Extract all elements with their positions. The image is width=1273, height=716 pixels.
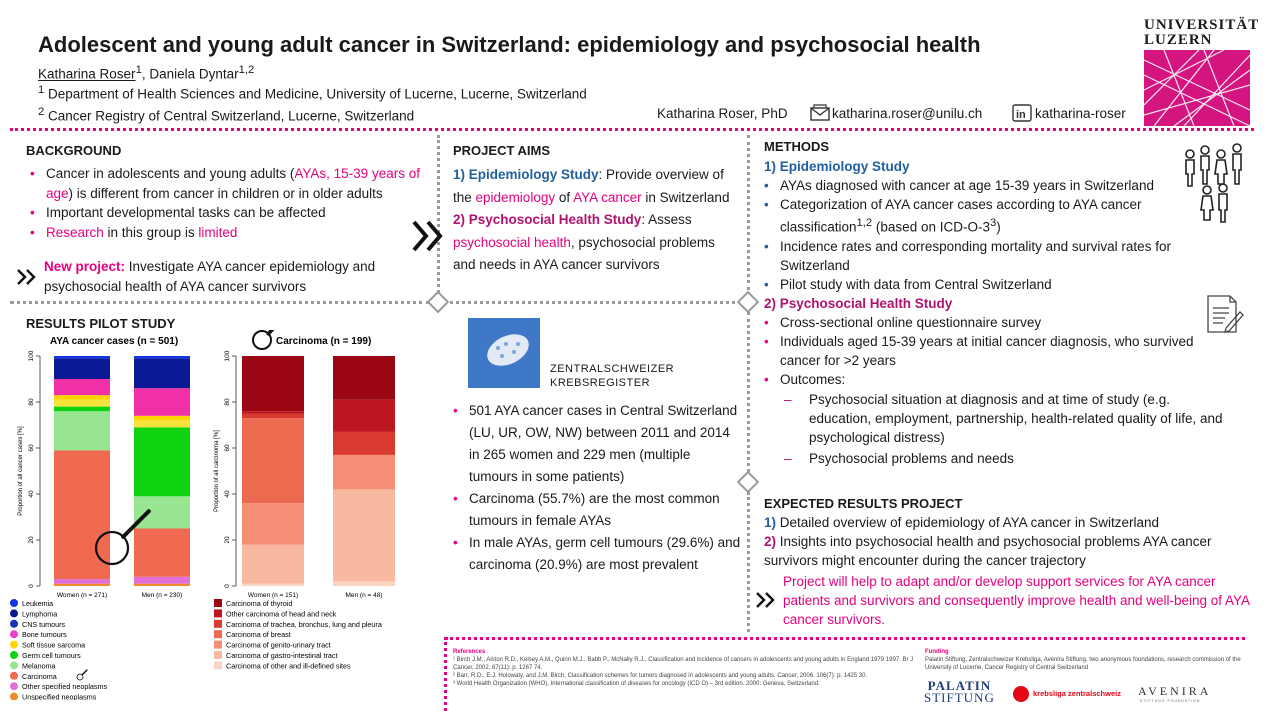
methods-item: • Categorization of AYA cancer cases according to AYA cancer classification$^{1,2}$ (based on ICD-$O-3^3$) xyxy=(764,195,1180,237)
bar-segment xyxy=(134,529,190,577)
aim-1: 1) Epidemiology Study: Provide overview of the epidemiology of AYA cancer in Switzerland xyxy=(453,167,730,205)
bar-segment xyxy=(134,358,190,388)
authors: Katharina Roser$^1$, Daniela Dyntar$^{1,2}$ xyxy=(38,64,255,82)
y-tick-label: 0 xyxy=(224,584,231,588)
bar-segment xyxy=(54,356,110,358)
footer-divider-vertical xyxy=(444,637,447,711)
bar-segment xyxy=(54,395,110,400)
bar-segment xyxy=(333,581,395,586)
aims-heading: PROJECT AIMS xyxy=(453,143,551,158)
legend-label: Other specified neoplasms xyxy=(22,682,108,692)
reference-item: ¹ Birch J.M., Alston R.D., Kelsey A.M., Quinn M.J., Babb P., McNally R.J., Classification and incidence of cancers in adolescents and young adults in England 1979 1997. Br J Cancer, 2002. 87(11): p. 1267 74. xyxy=(453,657,914,671)
double-chevron-icon xyxy=(755,591,777,614)
legend-label: CNS tumours xyxy=(22,619,66,629)
reference-item: ² Barr, R.D., E.J. Holowaty, and J.M. Birch, Classification schemes for tumors diagnosed in adolescents and young adults. Cancer, 2006. 106(7): p. 1425 30. xyxy=(453,673,868,679)
outcome-item: – Psychosocial situation at diagnosis and at time of study (e.g. education, employment, partnership, health-related quality of life, and psychological distress) xyxy=(764,390,1229,447)
footer-divider xyxy=(445,637,1245,640)
methods-study-2-label: 2) Psychosocial Health Study xyxy=(764,295,953,311)
contact-email[interactable]: katharina.roser@unilu.ch xyxy=(832,106,983,121)
legend-label: Other carcinoma of head and neck xyxy=(226,609,337,619)
background-bullet: • Cancer in adolescents and young adults (AYAs, 15-39 years of age) is different from cancer in children or in older adults xyxy=(30,164,426,203)
legend-swatch xyxy=(214,651,222,659)
background-section xyxy=(18,164,426,242)
results-charts xyxy=(0,330,440,705)
contact-name: Katharina Roser, PhD xyxy=(657,106,788,121)
y-tick-label: 60 xyxy=(224,444,231,452)
bar-segment xyxy=(134,584,190,586)
krebsliga-logo: krebsliga zentralschweiz xyxy=(1033,689,1121,698)
university-logo: UNIVERSITÄT LUZERN xyxy=(1144,18,1250,126)
y-tick-label: 20 xyxy=(224,536,231,544)
legend-swatch xyxy=(214,599,222,607)
methods-item: • Individuals aged 15-39 years at initial cancer diagnosis, who survived cancer for >2 years xyxy=(764,332,1230,370)
legend-swatch xyxy=(10,682,18,690)
y-tick-label: 100 xyxy=(28,350,35,362)
registry-logo-mark xyxy=(468,318,540,388)
aim-2: 2) Psychosocial Health Study: Assess psychosocial health, psychosocial problems and needs in AYA cancer survivors xyxy=(453,212,715,272)
divider-diamond xyxy=(737,291,760,314)
legend-swatch xyxy=(214,620,222,628)
y-tick-label: 40 xyxy=(28,490,35,498)
bar-segment xyxy=(54,400,110,407)
affiliation-2: $^2$ Cancer Registry of Central Switzerland, Lucerne, Switzerland xyxy=(38,106,415,124)
avenira-logo: AVENIRA xyxy=(1138,684,1212,698)
methods-item: • Outcomes: xyxy=(764,370,1244,389)
linkedin-icon xyxy=(1012,104,1032,127)
double-chevron-icon xyxy=(16,268,38,291)
results-text xyxy=(441,400,741,576)
legend-swatch xyxy=(10,599,18,607)
legend-swatch xyxy=(10,661,18,669)
bar-segment xyxy=(242,414,304,419)
bar-segment xyxy=(333,432,395,455)
y-tick-label: 40 xyxy=(224,490,231,498)
legend-swatch xyxy=(10,609,18,617)
methods-study-1-label: 1) Epidemiology Study xyxy=(764,159,910,174)
y-tick-label: 20 xyxy=(28,536,35,544)
funding-text: Palatin Stiftung, Zentralschweizer Krebsliga, Avenira Stiftung, two anonymous foundations, research commission of the University of Lucerne, Cancer Registry of Central Switzerland xyxy=(925,657,1241,671)
results-chart-svg xyxy=(0,330,440,700)
bar-segment xyxy=(54,411,110,450)
divider-right-mid xyxy=(747,312,750,472)
bar-segment xyxy=(54,358,110,379)
x-tick-label: Women (n = 151) xyxy=(247,592,299,599)
chart-title: Carcinoma (n = 199) xyxy=(276,336,372,347)
bar-segment xyxy=(54,407,110,412)
background-bullet: • Research in this group is limited xyxy=(30,223,426,243)
double-chevron-icon xyxy=(410,218,446,259)
methods-section xyxy=(764,157,1244,468)
reference-item: ³ World Health Organization (WHO), International classification of diseases for oncology (ICD O) – 3rd edition. 2000: Geneva, Switzerland. xyxy=(453,681,820,687)
legend-swatch xyxy=(214,661,222,669)
methods-item: • Pilot study with data from Central Switzerland xyxy=(764,275,1244,294)
y-tick-label: 80 xyxy=(224,398,231,406)
legend-label: Leukemia xyxy=(22,599,54,608)
x-tick-label: Women (n = 271) xyxy=(56,592,108,599)
expected-item-2: 2) Insights into psychosocial health and psychosocial problems AYA cancer survivors might encounter during the cancer trajectory xyxy=(764,534,1212,568)
mail-icon xyxy=(810,104,830,127)
bar-segment xyxy=(134,388,190,416)
registry-logo-text: ZENTRALSCHWEIZER KREBSREGISTER xyxy=(550,363,675,389)
bar-segment xyxy=(134,356,190,358)
y-tick-label: 80 xyxy=(28,398,35,406)
divider-right-lower xyxy=(747,492,750,632)
magnifier-icon xyxy=(268,330,282,334)
legend-label: Carcinoma of trachea, bronchus, lung and pleura xyxy=(226,619,382,629)
references: References ¹ Birch J.M., Alston R.D., Kelsey A.M., Quinn M.J., Babb P., McNally R.J., Classification and incidence of cancers in adolescents and young adults in England 1979 1997. Br J Cancer, 2002. 87(11): p. 1267 74. ² Barr, R.D., E.J. Holowaty, and J.M. Birch, Classification schemes for tumors diagnosed in adolescents and young adults. Cancer, 2006. 106(7): p. 1425 30. ³ World Health Organization (WHO), International classification of diseases for oncology (ICD O) – 3rd edition. 2000: Geneva, Switzerland. xyxy=(453,648,923,688)
divider-mid-horizontal xyxy=(450,301,735,304)
legend-label: Soft tissue sarcoma xyxy=(22,640,86,650)
legend-label: Lymphoma xyxy=(22,609,58,619)
methods-item: • Incidence rates and corresponding mortality and survival rates for Switzerland xyxy=(764,237,1244,275)
bar-segment xyxy=(333,455,395,490)
bar-segment xyxy=(54,584,110,586)
x-tick-label: Men (n = 48) xyxy=(345,592,383,599)
legend-swatch xyxy=(10,693,18,700)
bar-segment xyxy=(333,356,395,400)
legend-label: Unspecified neoplasms xyxy=(22,692,97,700)
expected-item-1: 1) Detailed overview of epidemiology of AYA cancer in Switzerland xyxy=(764,515,1159,530)
bar-segment xyxy=(134,420,190,427)
bar-segment xyxy=(54,579,110,584)
divider-left-upper xyxy=(437,135,440,299)
results-heading: RESULTS PILOT STUDY xyxy=(26,316,176,331)
results-bullet: • 501 AYA cancer cases in Central Switzerland (LU, UR, OW, NW) between 2011 and 2014 in 265 women and 229 men (multiple tumours in some patients) xyxy=(453,400,741,488)
bar-segment xyxy=(134,427,190,496)
bar-segment xyxy=(134,577,190,584)
logo-graphic xyxy=(1144,50,1250,126)
legend-swatch xyxy=(10,672,18,680)
funding: Funding Palatin Stiftung, Zentralschweizer Krebsliga, Avenira Stiftung, two anonymous foundations, research commission of the University of Lucerne, Cancer Registry of Central Switzerland xyxy=(925,648,1245,672)
methods-item: • Cross-sectional online questionnaire survey xyxy=(764,313,1244,332)
legend-label: Carcinoma of genito-urinary tract xyxy=(226,640,331,650)
header-divider xyxy=(10,128,1254,131)
bar-segment xyxy=(333,400,395,432)
bar-segment xyxy=(242,584,304,586)
aims-section xyxy=(453,164,738,277)
divider-left-horizontal xyxy=(10,301,430,304)
bar-segment xyxy=(54,379,110,395)
legend-label: Carcinoma of other and ill-defined sites xyxy=(226,661,351,671)
legend-swatch xyxy=(10,641,18,649)
expected-heading: EXPECTED RESULTS PROJECT xyxy=(764,496,963,511)
legend-label: Carcinoma xyxy=(22,671,57,681)
poster-title: Adolescent and young adult cancer in Switzerland: epidemiology and psychosocial health xyxy=(38,32,981,57)
x-tick-label: Men (n = 230) xyxy=(141,592,183,599)
contact-linkedin[interactable]: katharina-roser xyxy=(1035,106,1126,121)
bar-segment xyxy=(134,496,190,528)
legend-swatch xyxy=(10,651,18,659)
palatin-logo: PALATIN STIFTUNG xyxy=(924,678,995,705)
legend-swatch xyxy=(10,620,18,628)
methods-item: • AYAs diagnosed with cancer at age 15-39 years in Switzerland xyxy=(764,176,1244,195)
bar-segment xyxy=(242,545,304,584)
legend-label: Bone tumours xyxy=(22,630,67,640)
affiliation-1: $^1$ Department of Health Sciences and Medicine, University of Lucerne, Lucerne, Switzerland xyxy=(38,84,587,102)
y-axis-label: Proportion of all cancer cases [%] xyxy=(18,426,24,516)
background-bullet: • Important developmental tasks can be affected xyxy=(30,203,426,223)
y-axis-label: Proportion of all carcinoma [%] xyxy=(214,430,220,512)
results-bullet: • Carcinoma (55.7%) are the most common tumours in female AYAs xyxy=(453,488,741,532)
outcome-item: – Psychosocial problems and needs xyxy=(764,449,1244,468)
y-tick-label: 60 xyxy=(28,444,35,452)
methods-heading: METHODS xyxy=(764,139,829,154)
divider-right-upper xyxy=(747,135,750,290)
bar-segment xyxy=(242,356,304,411)
conclusion-text: Project will help to adapt and/or develop support services for AYA cancer patients and survivors and consequently improve health and well-being of AYA cancer survivors. xyxy=(783,574,1250,627)
results-bullet: • In male AYAs, germ cell tumours (29.6%) and carcinoma (20.9%) are most prevalent xyxy=(453,532,741,576)
chart-title: AYA cancer cases (n = 501) xyxy=(50,336,179,347)
bar-segment xyxy=(333,489,395,581)
legend-swatch xyxy=(10,630,18,638)
magnifier-icon xyxy=(82,670,87,675)
expected-section xyxy=(764,513,1234,570)
legend-swatch xyxy=(214,641,222,649)
avenira-sub: STIFTUNG FOUNDATION xyxy=(1140,699,1201,703)
krebsliga-icon xyxy=(1013,686,1029,702)
background-heading: BACKGROUND xyxy=(26,143,122,158)
bar-segment xyxy=(242,418,304,503)
questionnaire-icon xyxy=(1204,292,1244,341)
bar-segment xyxy=(134,416,190,421)
y-tick-label: 0 xyxy=(28,584,35,588)
bar-segment xyxy=(242,503,304,544)
svg-text:in: in xyxy=(1016,109,1026,121)
legend-label: Carcinoma of gastro-intestinal tract xyxy=(226,651,338,660)
legend-swatch xyxy=(214,630,222,638)
legend-label: Carcinoma of thyroid xyxy=(226,599,293,608)
y-tick-label: 100 xyxy=(224,350,231,362)
legend-label: Germ cell tumours xyxy=(22,651,81,660)
registry-logo xyxy=(468,318,540,393)
bar-segment xyxy=(242,411,304,413)
new-project-text: New project: Investigate AYA cancer epidemiology and psychosocial health of AYA cancer survivors xyxy=(44,259,376,294)
legend-label: Melanoma xyxy=(22,661,56,671)
legend-label: Carcinoma of breast xyxy=(226,630,291,640)
divider-diamond xyxy=(427,291,450,314)
author-1: Katharina Roser xyxy=(38,66,136,82)
legend-swatch xyxy=(214,609,222,617)
